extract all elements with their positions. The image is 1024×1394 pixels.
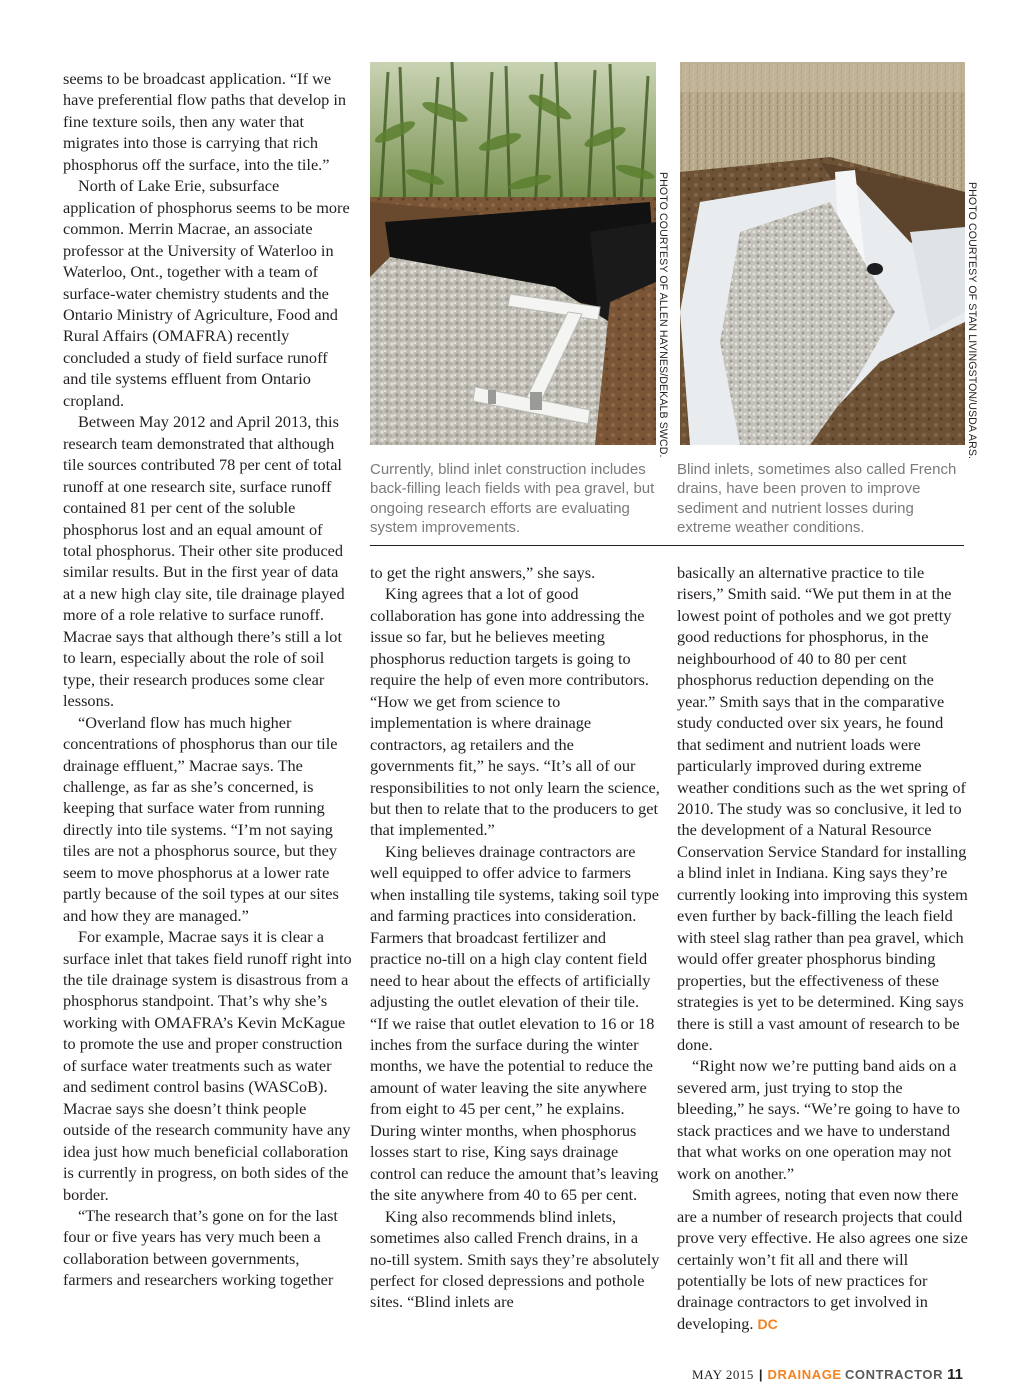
paragraph: “Overland flow has much higher concentrations of phosphorus than our tile drainage effluent,” Macrae says. The challenge, as far as she’s concerned, is keeping that surface water from running directly into tile systems. “I’m not saying tiles are not a phosphorus source, but they seem to move phosphorus at a lower rate partly because of the soil types at our sites and how they are managed.” [63, 712, 339, 925]
page-footer [692, 1366, 963, 1383]
caption-divider [370, 545, 964, 546]
french-drain-photo-graphic [680, 62, 965, 445]
paragraph-text: Smith agrees, noting that even now there are a number of research projects that could prove very effective. He also agrees one size certainly won’t fit all and there will potentially be lots of new practices for drainage contractors to get involved in developing. [677, 1185, 968, 1333]
paragraph: “The research that’s gone on for the last four or five years has very much been a collaboration between governments, farmers and researchers working together [63, 1206, 338, 1290]
end-mark: DC [757, 1315, 778, 1332]
page-number: 11 [947, 1366, 963, 1383]
paragraph: King believes drainage contractors are well equipped to offer advice to farmers when installing tile systems, taking soil type and farming practices into consideration. Farmers that broadcast fertilizer and practice no-till on a high clay content field need to hear about the effects of artificially adjusting the outlet elevation of their tile. “If we raise that outlet elevation to 16 or 18 inches from the surface during the winter months, we have the potential to reduce the amount of water leaving the site anywhere from eight to 45 per cent,” he explains. During winter months, when phosphorus losses start to rise, King says drainage control can reduce the amount that’s leaving the site anywhere from 40 to 65 per cent. [370, 841, 659, 1205]
paragraph: King also recommends blind inlets, sometimes also called French drains, in a no-till system. Smith says they’re absolutely perfect for closed depressions and pothole sites. “Blind inlets are [370, 1206, 660, 1312]
photo-caption: Blind inlets, sometimes also called French drains, have been proven to improve sediment and nutrient losses during extreme weather conditions. [677, 461, 957, 537]
photo-credit: PHOTO COURTESY OF ALLEN HAYNES/DEKALB SWCD. [657, 172, 669, 458]
issue-date: MAY 2015 [691, 1367, 754, 1382]
magazine-name-part2: CONTRACTOR [844, 1367, 944, 1382]
paragraph: basically an alternative practice to tile risers,” Smith said. “We put them in at the lowest point of potholes and we got pretty good reductions for phosphorus, in the neighbourhood of 40 to 80 per cent phosphorus reduction depending on the year.” Smith says that in the comparative study conducted over six years, he found that sediment and nutrient loads were particularly improved during extreme weather conditions such as the wet spring of 2010. The study was so conclusive, it led to the development of a Natural Resource Conservation Service Standard for installing a blind inlet in Indiana. King says they’re currently looking into improving this system even further by back-filling the leach field with steel slag rather than pea gravel, which would offer greater phosphorus binding properties, but the effectiveness of these strategies is yet to be determined. King says there is still a vast amount of research to be done. [677, 563, 968, 1054]
photo-credit: PHOTO COURTESY OF STAN LIVINGSTON/USDA ARS. [966, 182, 978, 460]
paragraph: For example, Macrae says it is clear a surface inlet that takes field runoff right into the tile drainage system is disastrous from a phosphorus standpoint. That’s why she’s working with OMAFRA’s Kevin McKague to promote the use and proper construction of surface water treatments such as water and sediment control basins (WASCoB). Macrae says she doesn’t think people outside of the research community have any idea just how much beneficial collaboration is currently in progress, on both sides of the border. [63, 927, 352, 1204]
paragraph: Between May 2012 and April 2013, this research team demonstrated that although tile sources contributed 78 per cent of total runoff at one research site, surface runoff contained 81 per cent of the soluble phosphorus lost and an equal amount of total phosphorus. Their other site produced similar results. But in the first year of data at a new high clay site, tile drainage played more of a role relative to surface runoff. Macrae says that although there’s still a lot to learn, especially about the role of soil type, their research produces some clear lessons. [63, 412, 345, 711]
footer-separator: | [758, 1367, 763, 1382]
blind-inlet-photo [370, 62, 656, 445]
paragraph: “Right now we’re putting band aids on a severed arm, just trying to stop the bleeding,” he says. “We’re going to have to stack practices and we have to understand that what works on one operation may not work on another.” [677, 1056, 961, 1183]
french-drain-photo [680, 62, 965, 445]
article-column-3 [677, 562, 969, 1335]
paragraph [677, 1184, 969, 1335]
magazine-name-part1: DRAINAGE [767, 1367, 842, 1382]
paragraph: King agrees that a lot of good collaboration has gone into addressing the issue so far, but he believes meeting phosphorus reduction targets is going to require the help of even more contributors. “How we get from science to implementation is where drainage contractors, ag retailers and the governments fit,” he says. “It’s all of our responsibilities to not only learn the science, but then to relate that to the producers to get that implemented.” [370, 584, 660, 840]
paragraph: to get the right answers,” she says. [370, 563, 596, 582]
paragraph: North of Lake Erie, subsurface application of phosphorus seems to be more common. Merrin Macrae, an associate professor at the University of Waterloo in Waterloo, Ont., together with a team of surface-water chemistry students and the Ontario Ministry of Agriculture, Food and Rural Affairs (OMAFRA) recently concluded a study of field surface runoff and tile systems effluent from Ontario cropland. [63, 176, 350, 410]
article-column-1 [63, 68, 353, 1291]
article-column-2 [370, 562, 660, 1313]
blind-inlet-photo-graphic [370, 62, 656, 445]
photo-caption: Currently, blind inlet construction includes back-filling leach fields with pea gravel, but ongoing research efforts are evaluating system improvements. [370, 461, 655, 537]
paragraph: seems to be broadcast application. “If we have preferential flow paths that develop in fine texture soils, then any water that migrates into those is carrying that rich phosphorus off the surface, into the tile.” [63, 69, 347, 174]
